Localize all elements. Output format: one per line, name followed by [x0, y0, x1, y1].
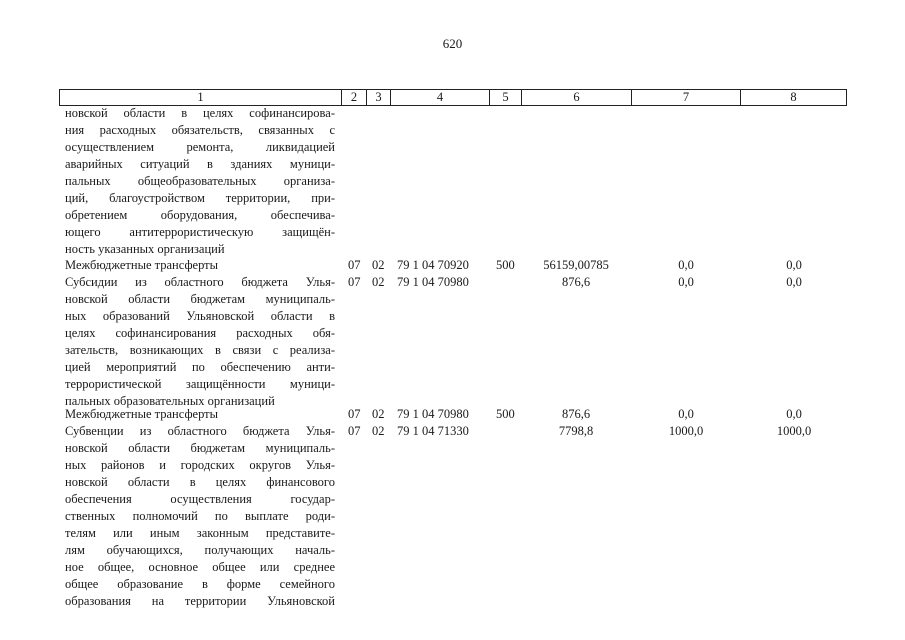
cell-amount-col7: 0,0 — [678, 258, 694, 272]
column-header-1: 1 — [197, 90, 204, 104]
description-line: ных районов и городских округов Улья- — [65, 458, 335, 472]
description-line: ных образований Ульяновской области в — [65, 309, 335, 323]
cell-target-article: 79 1 04 70980 — [397, 275, 469, 289]
description-line: Субвенции из областного бюджета Улья- — [65, 424, 335, 438]
description-line: террористической защищённости муници- — [65, 377, 335, 391]
description-line: обеспечения осуществления государ- — [65, 492, 335, 506]
description-line: новской области бюджетам муниципаль- — [65, 292, 335, 306]
description-line: новской области в целях софинансирова- — [65, 106, 335, 120]
cell-amount-col6: 56159,00785 — [543, 258, 609, 272]
cell-section: 07 — [348, 258, 361, 272]
cell-amount-col8: 0,0 — [786, 275, 802, 289]
column-header-3: 3 — [366, 90, 390, 105]
cell-section: 07 — [348, 407, 361, 421]
description-line: общее образование в форме семейного — [65, 577, 335, 591]
row-label: Межбюджетные трансферты — [65, 258, 219, 272]
cell-amount-col8: 1000,0 — [776, 424, 812, 438]
description-line: телям или иным законным представите- — [65, 526, 335, 540]
description-line: цией мероприятий по обеспечению анти- — [65, 360, 335, 374]
description-line: ния расходных обязательств, связанных с — [65, 123, 335, 137]
cell-section: 07 — [348, 424, 361, 438]
cell-expense-type: 500 — [496, 407, 515, 421]
description-line: целях софинансирования расходных обя- — [65, 326, 335, 340]
description-line: пальных образовательных организаций — [65, 394, 275, 408]
cell-subsection: 02 — [372, 258, 385, 272]
cell-subsection: 02 — [372, 424, 385, 438]
cell-subsection: 02 — [372, 407, 385, 421]
description-line: новской области в целях финансового — [65, 475, 335, 489]
description-line: новской области бюджетам муниципаль- — [65, 441, 335, 455]
description-line: Субсидии из областного бюджета Улья- — [65, 275, 335, 289]
table-header — [59, 89, 847, 106]
cell-subsection: 02 — [372, 275, 385, 289]
column-header-6: 6 — [521, 90, 631, 105]
cell-target-article: 79 1 04 70920 — [397, 258, 469, 272]
column-header-2: 2 — [341, 90, 366, 105]
cell-amount-col6: 876,6 — [561, 407, 591, 421]
description-line: ность указанных организаций — [65, 242, 225, 256]
cell-amount-col6: 876,6 — [561, 275, 591, 289]
cell-amount-col8: 0,0 — [786, 407, 802, 421]
description-line: ций, благоустройством территории, при- — [65, 191, 335, 205]
column-header-8: 8 — [740, 90, 846, 105]
row-label: Межбюджетные трансферты — [65, 407, 219, 421]
description-line: осуществлением ремонта, ликвидацией — [65, 140, 335, 154]
description-line: образования на территории Ульяновской — [65, 594, 335, 608]
description-line: ное общее, основное общее или среднее — [65, 560, 335, 574]
description-line: пальных общеобразовательных организа- — [65, 174, 335, 188]
cell-expense-type: 500 — [496, 258, 515, 272]
description-line: обретением оборудования, обеспечива- — [65, 208, 335, 222]
description-line: ственных полномочий по выплате роди- — [65, 509, 335, 523]
description-line: лям обучающихся, получающих началь- — [65, 543, 335, 557]
description-line: ющего антитеррористическую защищён- — [65, 225, 335, 239]
cell-target-article: 79 1 04 71330 — [397, 424, 469, 438]
column-header-7: 7 — [631, 90, 740, 105]
cell-target-article: 79 1 04 70980 — [397, 407, 469, 421]
description-line: аварийных ситуаций в зданиях муници- — [65, 157, 335, 171]
cell-amount-col6: 7798,8 — [558, 424, 594, 438]
page-number: 620 — [442, 36, 463, 51]
description-line: зательств, возникающих в связи с реализа- — [65, 343, 335, 357]
column-header-4: 4 — [390, 90, 489, 105]
cell-section: 07 — [348, 275, 361, 289]
cell-amount-col8: 0,0 — [786, 258, 802, 272]
cell-amount-col7: 0,0 — [678, 407, 694, 421]
cell-amount-col7: 0,0 — [678, 275, 694, 289]
column-header-5: 5 — [489, 90, 521, 105]
cell-amount-col7: 1000,0 — [668, 424, 704, 438]
